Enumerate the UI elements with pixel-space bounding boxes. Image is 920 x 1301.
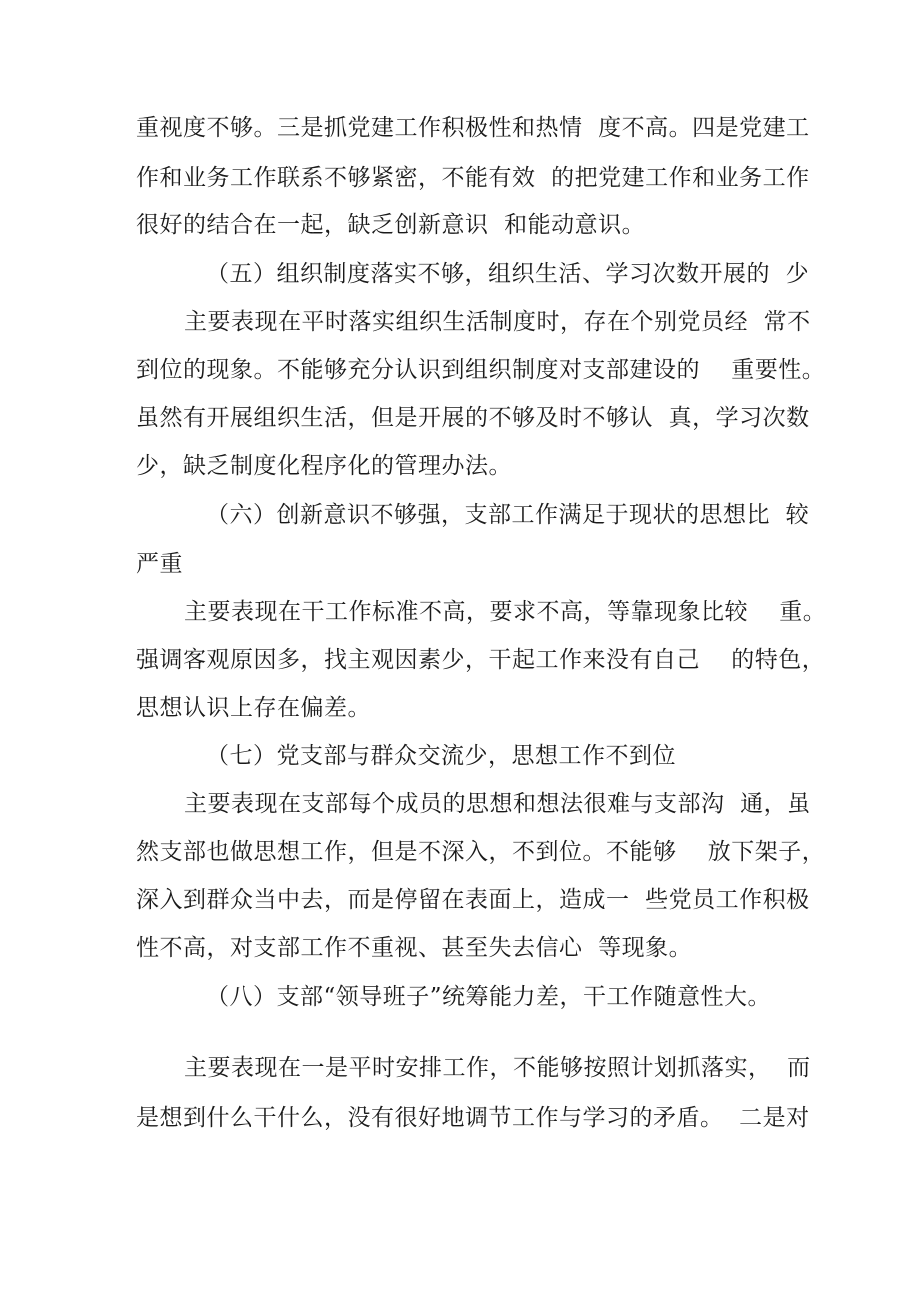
body-line: 虽然有开展组织生活，但是开展的不够及时不够认 真，学习次数 — [136, 405, 810, 431]
body-line: 性不高，对支部工作不重视、甚至失去信心 等现象。 — [136, 935, 693, 961]
body-line: 很好的结合在一起，缺乏创新意识 和能动意识。 — [136, 212, 646, 238]
body-line: 思想认识上存在偏差。 — [136, 695, 371, 721]
body-line: 深入到群众当中去，而是停留在表面上，造成一 些党员工作积极 — [136, 887, 810, 913]
section-heading-6-cont: 严重 — [136, 551, 183, 577]
body-line: 然支部也做思想工作，但是不深入，不到位。不能够 放下架子， — [136, 839, 826, 865]
body-line: 作和业务工作联系不够紧密，不能有效 的把党建工作和业务工作 — [136, 165, 810, 191]
body-line: 少，缺乏制度化程序化的管理办法。 — [136, 453, 512, 479]
body-line: 重视度不够。三是抓党建工作积极性和热情 度不高。四是党建工 — [136, 115, 810, 141]
body-line: 是想到什么干什么，没有很好地调节工作与学习的矛盾。 二是对 — [136, 1105, 810, 1131]
section-heading-7: （七）党支部与群众交流少，思想工作不到位 — [206, 743, 676, 769]
body-line: 到位的现象。不能够充分认识到组织制度对支部建设的 重要性。 — [136, 357, 826, 383]
section-heading-8: （八）支部“领导班子”统筹能力差，干工作随意性大。 — [206, 984, 772, 1010]
body-line: 强调客观原因多，找主观因素少，干起工作来没有自己 的特色， — [136, 647, 826, 673]
body-line: 主要表现在平时落实组织生活制度时，存在个别党员经 常不 — [184, 309, 811, 335]
body-line: 主要表现在一是平时安排工作，不能够按照计划抓落实， 而 — [184, 1055, 811, 1081]
body-line: 主要表现在支部每个成员的思想和想法很难与支部沟 通，虽 — [184, 791, 811, 817]
section-heading-6: （六）创新意识不够强，支部工作满足于现状的思想比 较 — [206, 502, 810, 528]
section-heading-5: （五）组织制度落实不够，组织生活、学习次数开展的 少 — [206, 261, 810, 287]
body-line: 主要表现在干工作标准不高，要求不高，等靠现象比较 重。 — [184, 599, 827, 625]
